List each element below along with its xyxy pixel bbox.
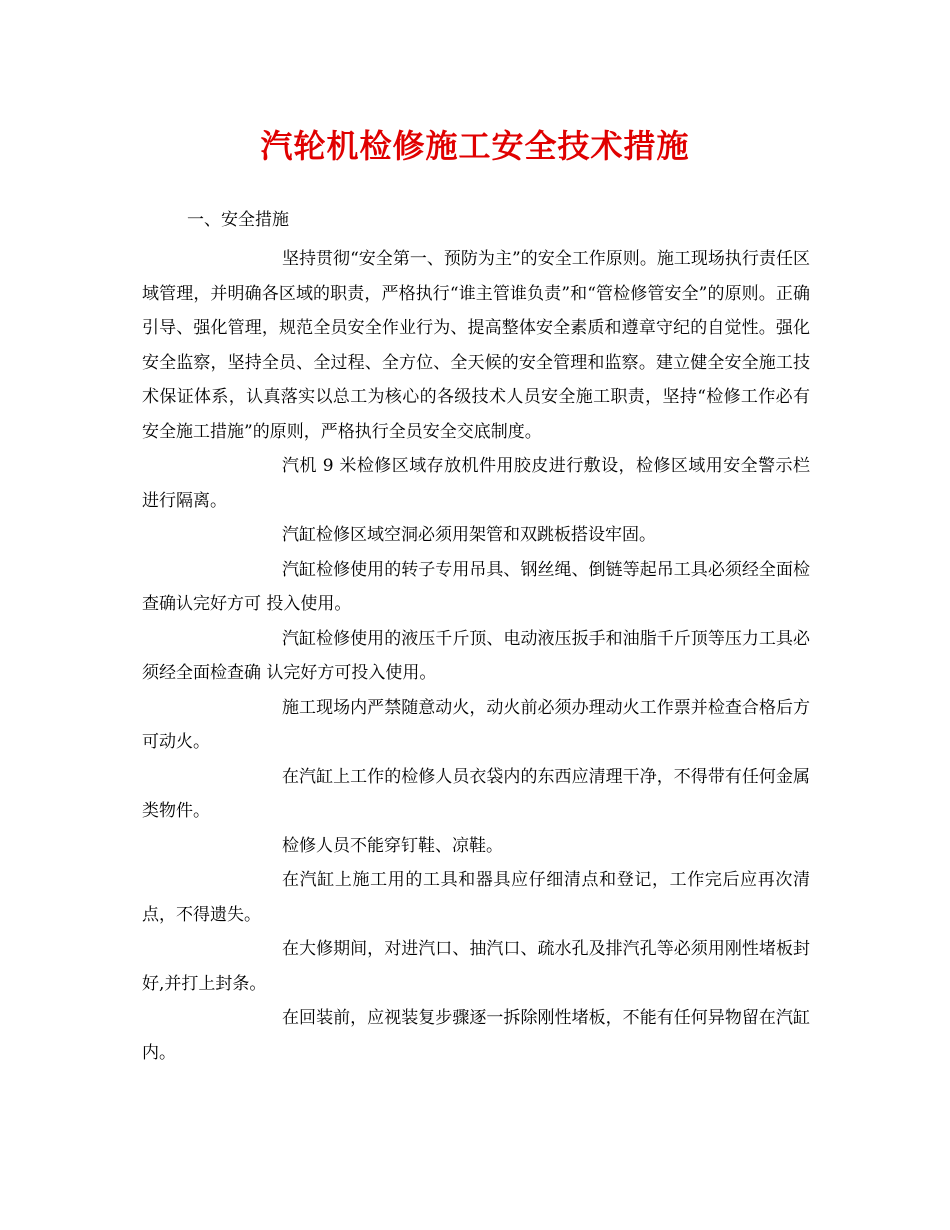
paragraph: 施工现场内严禁随意动火，动火前必须办理动火工作票并检查合格后方可动火。 <box>142 697 810 752</box>
document-title: 汽轮机检修施工安全技术措施 <box>260 127 690 165</box>
paragraph: 汽机 9 米检修区域存放机件用胶皮进行敷设，检修区域用安全警示栏进行隔离。 <box>142 456 810 511</box>
paragraph: 坚持贯彻“安全第一、预防为主”的安全工作原则。施工现场执行责任区域管理，并明确各区域的职责，严格执行“谁主管谁负责”和“管检修管安全”的原则。正确引导、强化管理，规范全员安全作业行为、提高整体安全素质和遵章守纪的自觉性。强化安全监察，坚持全员、全过程、全方位、全天候的安全管理和监察。建立健全安全施工技术保证体系，认真落实以总工为核心的各级技术人员安全施工职责，坚持“检修工作必有安全施工措施”的原则，严格执行全员安全交底制度。 <box>142 249 810 442</box>
paragraph: 汽缸检修区域空洞必须用架管和双跳板搭设牢固。 <box>282 525 656 545</box>
paragraph: 在汽缸上施工用的工具和器具应仔细清点和登记，工作完后应再次清点，不得遗失。 <box>142 870 810 925</box>
paragraph: 在回装前，应视装复步骤逐一拆除刚性堵板，不能有任何异物留在汽缸内。 <box>142 1008 810 1063</box>
paragraph: 在汽缸上工作的检修人员衣袋内的东西应清理干净，不得带有任何金属类物件。 <box>142 766 810 821</box>
document-body <box>142 242 810 1070</box>
paragraph: 汽缸检修使用的转子专用吊具、钢丝绳、倒链等起吊工具必须经全面检查确认完好方可 投入使用。 <box>142 559 810 614</box>
paragraph: 汽缸检修使用的液压千斤顶、电动液压扳手和油脂千斤顶等压力工具必须经全面检查确 认完好方可投入使用。 <box>142 628 810 683</box>
section-heading: 一、安全措施 <box>187 210 289 230</box>
paragraph: 检修人员不能穿钉鞋、凉鞋。 <box>282 835 503 856</box>
paragraph: 在大修期间，对进汽口、抽汽口、疏水孔及排汽孔等必须用刚性堵板封好,并打上封条。 <box>142 939 810 994</box>
